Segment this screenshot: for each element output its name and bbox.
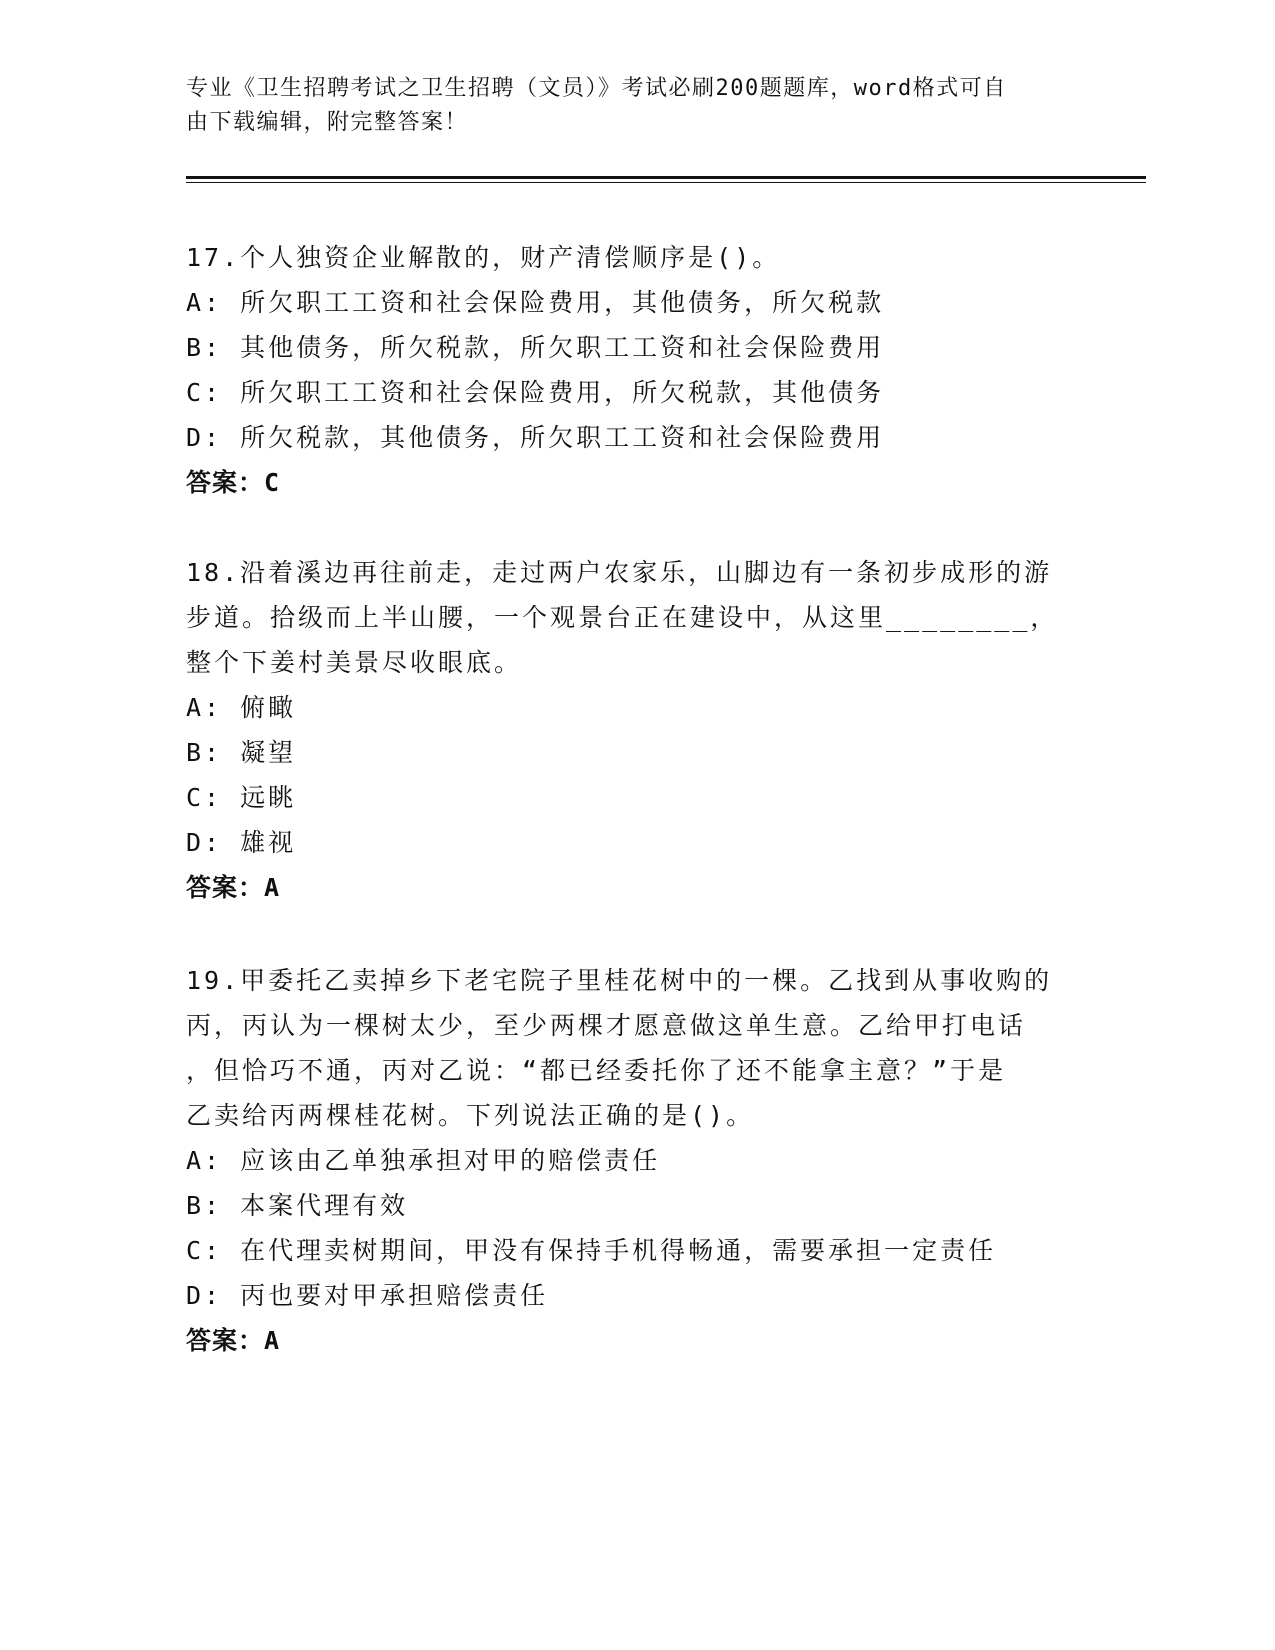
option-c: C: 所欠职工工资和社会保险费用，所欠税款，其他债务: [186, 378, 885, 407]
question-stem-line: 乙卖给丙两棵桂花树。下列说法正确的是()。: [186, 1101, 755, 1130]
question-stem-line: 19.甲委托乙卖掉乡下老宅院子里桂花树中的一棵。乙找到从事收购的: [186, 966, 1053, 995]
header-divider-thick: [186, 176, 1146, 179]
answer-line: 答案：A: [186, 873, 281, 902]
option-b: B: 本案代理有效: [186, 1191, 409, 1220]
option-c: C: 在代理卖树期间，甲没有保持手机得畅通，需要承担一定责任: [186, 1236, 997, 1265]
answer-line: 答案：A: [186, 1326, 281, 1355]
question-stem-line: ，但恰巧不通，丙对乙说：“都已经委托你了还不能拿主意？”于是: [186, 1056, 1007, 1085]
header-divider-thin: [186, 182, 1146, 183]
question-stem-line: 17.个人独资企业解散的，财产清偿顺序是()。: [186, 243, 781, 272]
option-a: A: 所欠职工工资和社会保险费用，其他债务，所欠税款: [186, 288, 885, 317]
header-line-2: 由下载编辑，附完整答案！: [186, 110, 469, 135]
question-17: [186, 235, 1086, 505]
header-line-1: 专业《卫生招聘考试之卫生招聘（文员）》考试必刷200题题库，word格式可自: [186, 76, 1007, 101]
option-d: D: 所欠税款，其他债务，所欠职工工资和社会保险费用: [186, 423, 885, 452]
option-b: B: 其他债务，所欠税款，所欠职工工资和社会保险费用: [186, 333, 885, 362]
question-stem-line: 整个下姜村美景尽收眼底。: [186, 648, 523, 677]
option-d: D: 雄视: [186, 828, 297, 857]
question-18: [186, 550, 1086, 910]
question-19: [186, 958, 1086, 1363]
option-a: A: 应该由乙单独承担对甲的赔偿责任: [186, 1146, 661, 1175]
document-header: [186, 72, 1066, 140]
option-b: B: 凝望: [186, 738, 297, 767]
option-a: A: 俯瞰: [186, 693, 297, 722]
answer-line: 答案：C: [186, 468, 281, 497]
question-stem-line: 丙，丙认为一棵树太少，至少两棵才愿意做这单生意。乙给甲打电话: [186, 1011, 1027, 1040]
question-stem-line: 18.沿着溪边再往前走，走过两户农家乐，山脚边有一条初步成形的游: [186, 558, 1053, 587]
option-d: D: 丙也要对甲承担赔偿责任: [186, 1281, 549, 1310]
option-c: C: 远眺: [186, 783, 297, 812]
question-stem-line: 步道。拾级而上半山腰，一个观景台正在建设中，从这里________，: [186, 603, 1059, 632]
